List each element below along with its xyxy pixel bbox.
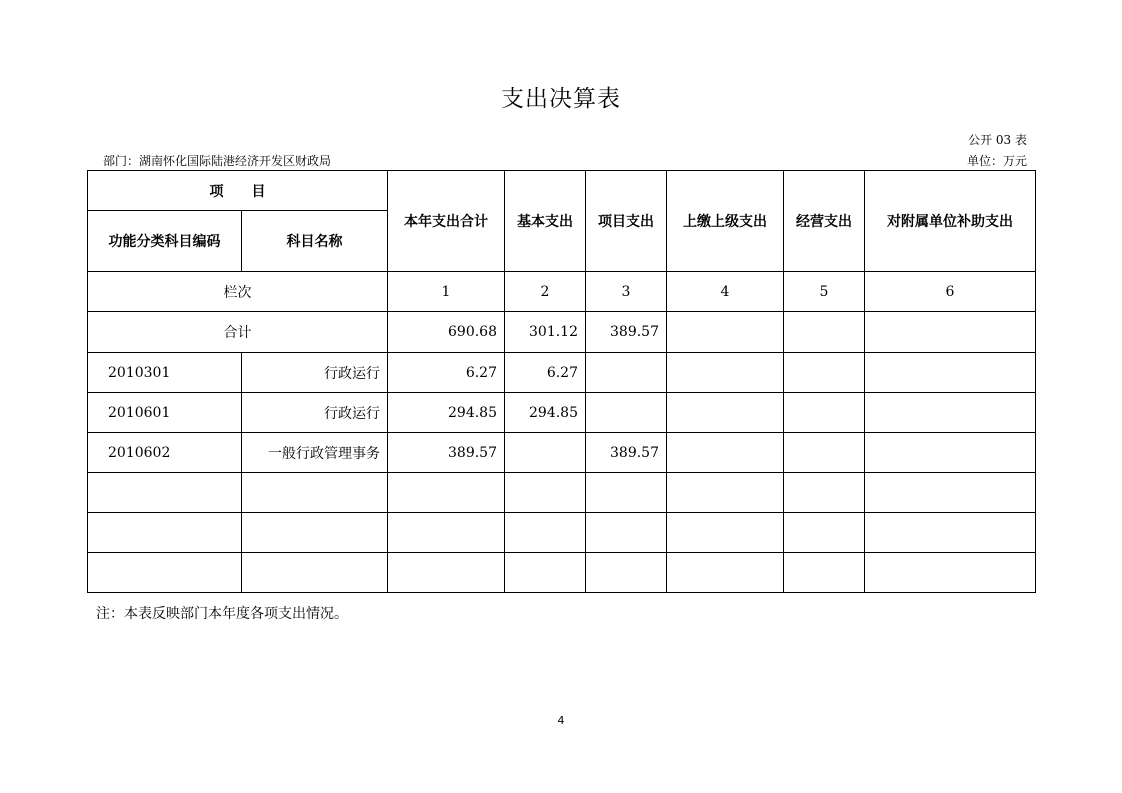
value-cell [586,473,667,513]
subject-name-cell: 行政运行 [242,393,388,433]
value-cell: 389.57 [388,433,505,473]
value-cell [865,553,1036,593]
func-code-cell [88,513,242,553]
page-title: 支出决算表 [501,86,621,112]
subject-name-cell [242,513,388,553]
value-cell: 389.57 [586,433,667,473]
value-cell [667,513,784,553]
total-cell: 389.57 [586,312,667,353]
page-number: 4 [557,714,565,727]
value-cell [586,353,667,393]
value-cell [784,513,865,553]
column-number: 4 [667,272,784,312]
value-cell [865,473,1036,513]
value-cell: 294.85 [388,393,505,433]
header-subject-name: 科目名称 [242,211,388,272]
value-cell: 6.27 [505,353,586,393]
subject-name-cell [242,553,388,593]
table-row [88,553,1036,593]
func-code-cell: 2010301 [88,353,242,393]
total-row-label: 合计 [88,312,388,353]
value-cell [667,553,784,593]
value-cell [865,433,1036,473]
value-cell [865,393,1036,433]
column-number-label: 栏次 [88,272,388,312]
column-number: 1 [388,272,505,312]
expenditure-table [87,170,1036,593]
column-number: 2 [505,272,586,312]
table-row [88,513,1036,553]
value-cell: 294.85 [505,393,586,433]
unit-label: 单位：万元 [966,154,1027,168]
value-cell [667,393,784,433]
total-cell: 690.68 [388,312,505,353]
func-code-cell: 2010602 [88,433,242,473]
header-superior: 上缴上级支出 [667,171,784,272]
func-code-cell [88,473,242,513]
value-cell: 6.27 [388,353,505,393]
value-cell [784,353,865,393]
table-row [88,393,1036,433]
table-note: 注：本表反映部门本年度各项支出情况。 [96,606,348,622]
func-code-cell [88,553,242,593]
value-cell [505,473,586,513]
form-code: 公开 03 表 [968,133,1027,147]
header-basic: 基本支出 [505,171,586,272]
table-row [88,353,1036,393]
subject-name-cell [242,473,388,513]
header-project: 项目支出 [586,171,667,272]
header-func-code: 功能分类科目编码 [88,211,242,272]
table-row [88,433,1036,473]
subject-name-cell: 行政运行 [242,353,388,393]
value-cell [388,473,505,513]
value-cell [388,553,505,593]
value-cell [505,513,586,553]
value-cell [784,433,865,473]
value-cell [505,553,586,593]
column-number: 5 [784,272,865,312]
value-cell [784,393,865,433]
value-cell [784,553,865,593]
value-cell [865,353,1036,393]
header-item: 项 目 [88,171,388,211]
header-business: 经营支出 [784,171,865,272]
column-number: 3 [586,272,667,312]
value-cell [586,513,667,553]
total-cell [784,312,865,353]
value-cell [667,473,784,513]
subject-name-cell: 一般行政管理事务 [242,433,388,473]
value-cell [667,433,784,473]
header-total: 本年支出合计 [388,171,505,272]
value-cell [505,433,586,473]
value-cell [667,353,784,393]
total-cell [865,312,1036,353]
header-subsidy: 对附属单位补助支出 [865,171,1036,272]
total-cell [667,312,784,353]
value-cell [865,513,1036,553]
value-cell [586,553,667,593]
total-cell: 301.12 [505,312,586,353]
func-code-cell: 2010601 [88,393,242,433]
value-cell [586,393,667,433]
column-number: 6 [865,272,1036,312]
table-row [88,473,1036,513]
value-cell [388,513,505,553]
value-cell [784,473,865,513]
department-label: 部门：湖南怀化国际陆港经济开发区财政局 [103,154,332,168]
